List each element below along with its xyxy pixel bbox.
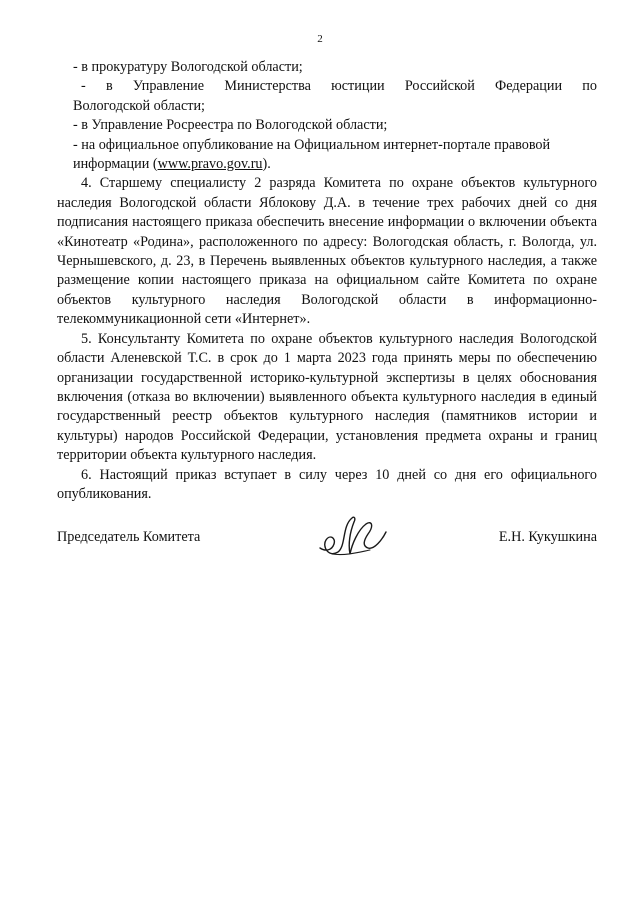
list-item-publication-cont [57, 155, 597, 174]
list-item-rosreestr: - в Управление Росреестра по Вологодской области; [73, 117, 388, 134]
page-number: 2 [317, 33, 323, 45]
signatory-title: Председатель Комитета [57, 529, 201, 545]
signatory-name: Е.Н. Кукушкина [498, 529, 597, 545]
paragraph-6: 6. Настоящий приказ вступает в силу через 10 дней со дня его официального опубликования. [57, 466, 597, 502]
paragraph-5: 5. Консультанту Комитета по охране объектов культурного наследия Вологодской области Аленевской Т.С. в срок до 1 марта 2023 года принять меры по обеспечению организации государственной историко-культурной экспертизы в целях обоснования включения (отказа во включении) выявленного объекта культурного наследия в единый государственный реестр объектов культурного наследия (памятников истории и культуры) народов Российской Федерации, установления предмета охраны и границ территории объекта культурного наследия. [57, 330, 597, 464]
list-item-justice-line1: - в Управление Министерства юстиции Российской Федерации по [81, 78, 597, 95]
list-item-prosecutor: - в прокуратуру Вологодской области; [73, 59, 303, 75]
publication-suffix: ). [262, 156, 271, 173]
publication-prefix: информации ( [73, 156, 158, 173]
pravo-link[interactable]: www.pravo.gov.ru [157, 156, 263, 173]
paragraph-4: 4. Старшему специалисту 2 разряда Комитета по охране объектов культурного наследия Вологодской области Яблокову Д.А. в течение трех рабочих дней со дня подписания настоящего приказа обеспечить внесение информации о включении объекта «Кинотеатр «Родина», расположенного по адресу: Вологодская область, г. Вологда, ул. Чернышевского, д. 23, в Перечень выявленных объектов культурного наследия, а также размещение копии настоящего приказа на официальном сайте Комитета по охране объектов культурного наследия Вологодской области в информационно-телекоммуникационной сети «Интернет». [57, 175, 597, 328]
list-item-publication: - на официальное опубликование на Официальном интернет-портале правовой [73, 136, 551, 153]
document-body [57, 58, 597, 504]
handwritten-signature [312, 504, 392, 564]
list-item-justice [57, 77, 597, 96]
list-item-justice-cont: Вологодской области; [73, 97, 205, 114]
